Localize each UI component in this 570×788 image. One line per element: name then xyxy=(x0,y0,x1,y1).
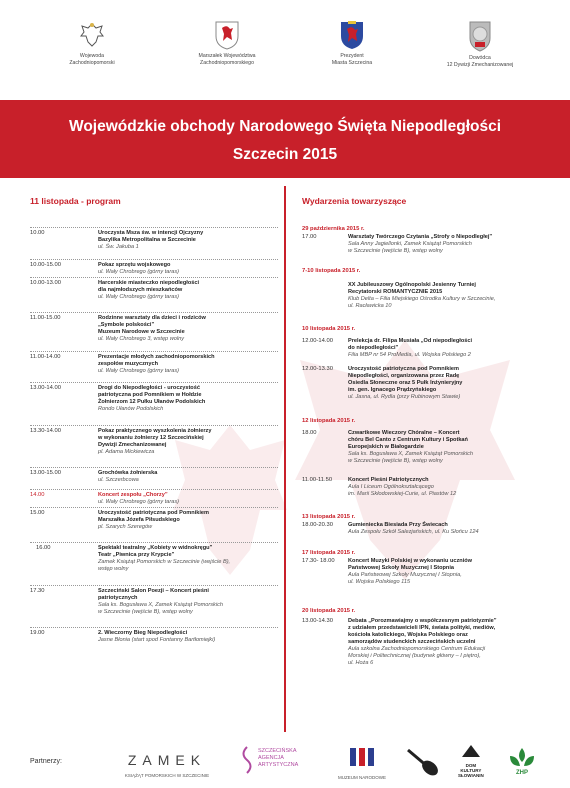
event-place: w Szczecinie (wejście B), wstęp wolny xyxy=(348,458,443,464)
event-title: Uroczysta Msza św. w intencji Ojczyzny xyxy=(98,230,204,236)
event-place: ul. Wały Chrobrego (górny taras) xyxy=(98,368,180,374)
event-place: ul. Wały Chrobrego (górny taras) xyxy=(98,294,180,300)
event-date: 20 listopada 2015 r. xyxy=(302,608,356,614)
program-item xyxy=(98,588,284,616)
side-event-item xyxy=(348,522,566,536)
page-title: Wojewódzkie obchody Narodowego Święta Niepodległości xyxy=(68,118,502,135)
event-title: Osiedla Słoneczne oraz 5 Pułk Inżynieryjny xyxy=(348,380,463,386)
event-title: zespołów muzycznych xyxy=(98,361,158,367)
event-title: Europejskich w Białogardzie xyxy=(348,444,424,450)
program-item xyxy=(98,428,284,456)
program-item xyxy=(98,262,284,276)
event-date: 10 listopada 2015 r. xyxy=(302,326,356,332)
event-time: 12.00-13.30 xyxy=(302,366,333,372)
event-title: w wykonaniu żołnierzy 12 Szczecińskiej xyxy=(98,435,204,441)
row-separator xyxy=(30,467,278,468)
event-title: Rodzinne warsztaty dla dzieci i rodziców xyxy=(98,315,206,321)
event-title: Harcerskie miasteczko niepodległości xyxy=(98,280,200,286)
event-title: Pokaz sprzętu wojskowego xyxy=(98,262,171,268)
event-place: pl. Adama Mickiewicza xyxy=(98,449,155,455)
event-title: im. gen. Ignacego Prądzyńskiego xyxy=(348,387,437,393)
event-title: Debata „Porozmawiajmy o współczesnym patriotyzmie” xyxy=(348,618,497,624)
event-date: 29 października 2015 r. xyxy=(302,226,365,232)
event-time: 19.00 xyxy=(30,630,45,636)
program-item xyxy=(98,470,284,484)
zamek-logo-icon xyxy=(112,752,222,768)
partner-sub: MUZEUM NARODOWE xyxy=(338,775,386,780)
event-title: Grochówka żołnierska xyxy=(98,470,158,476)
left-heading: 11 listopada - program xyxy=(30,196,121,206)
event-title: Czwartkowe Wieczory Chóralne – Koncert xyxy=(348,430,460,436)
event-place: Morskiej i Politechnicznej (budynek główny – I piętro), xyxy=(348,653,481,659)
event-title: Żołnierzom 12 Pułku Ułanów Podolskich xyxy=(98,399,206,405)
event-place: ul. Hoża 6 xyxy=(348,660,374,666)
event-title: „Symbole polskości” xyxy=(98,322,155,328)
partners-footer xyxy=(0,738,570,788)
program-item xyxy=(98,630,284,644)
partners-label: Partnerzy: xyxy=(30,758,62,765)
event-title: Pokaz praktycznego wyszkolenia żołnierzy xyxy=(98,428,212,434)
event-title: patriotyczna pod Pomnikiem w Hołdzie xyxy=(98,392,202,398)
event-time: 18.00 xyxy=(302,430,317,436)
event-place: ul. Wały Chrobrego 3, wstęp wolny xyxy=(98,336,185,342)
program-item xyxy=(98,545,284,573)
program-item xyxy=(98,510,284,531)
dk-slowianin-logo-icon xyxy=(461,744,481,758)
event-time: 14.00 xyxy=(30,492,45,498)
zhp-lily-logo-icon xyxy=(504,746,540,776)
event-title: XX Jubileuszowy Ogólnopolski Jesienny Turniej xyxy=(348,282,476,288)
program-item xyxy=(98,492,284,506)
row-separator xyxy=(30,542,278,543)
event-place: Zamek Książąt Pomorskich w Szczecinie (wejście B), xyxy=(98,559,231,565)
row-separator xyxy=(30,489,278,490)
muzeum-narodowe-logo-icon xyxy=(348,744,376,770)
event-place: ul. Św. Jakuba 1 xyxy=(98,244,139,250)
logo-caption: Prezydent Miasta Szczecina xyxy=(331,53,373,66)
partner-zamek xyxy=(112,752,222,778)
partner-name: SZCZECIŃSKA AGENCJA ARTYSTYCZNA xyxy=(258,748,299,768)
event-title: Bazylika Metropolitalna w Szczecinie xyxy=(98,237,196,243)
program-item xyxy=(98,354,284,375)
event-title: 2. Wieczorny Bieg Niepodległości xyxy=(98,630,188,636)
event-title: Uroczystość patriotyczna pod Pomnikiem xyxy=(98,510,209,516)
event-title: Koncert zespołu „Chorzy” xyxy=(98,492,168,498)
event-title: Niepodległości, organizowana przez Radę xyxy=(348,373,460,379)
row-separator xyxy=(30,507,278,508)
event-time: 11.00-14.00 xyxy=(30,354,61,360)
logo-marszalek xyxy=(177,20,277,66)
program-item xyxy=(98,385,284,413)
event-place: Jasne Błonia (start spod Fontanny Bartłomiejki) xyxy=(98,637,216,643)
event-place: ul. Racławicka 10 xyxy=(348,303,392,309)
event-date: 13 listopada 2015 r. xyxy=(302,514,356,520)
logo-dowodca xyxy=(430,20,530,68)
szczecin-coat-of-arms-icon xyxy=(339,20,365,50)
logo-prezydent xyxy=(302,20,402,66)
event-place: Aula szkolna Zachodniopomorskiego Centrum Edukacji xyxy=(348,646,486,652)
side-event-item xyxy=(348,558,566,586)
side-event-item xyxy=(348,366,566,401)
event-time: 10.00 xyxy=(30,230,45,236)
logo-caption: Dowódca 12 Dywizji Zmechanizowanej xyxy=(446,55,514,68)
row-separator xyxy=(30,382,278,383)
event-date: 12 listopada 2015 r. xyxy=(302,418,356,424)
event-place: pl. Szarych Szeregów xyxy=(98,524,153,530)
event-title: do niepodległości” xyxy=(348,345,399,351)
partner-violin xyxy=(404,746,444,781)
event-title: patriotycznych xyxy=(98,595,138,601)
event-title: Marszałka Józefa Piłsudskiego xyxy=(98,517,180,523)
side-event-item xyxy=(348,338,566,359)
event-date: 7-10 listopada 2015 r. xyxy=(302,268,361,274)
event-time: 18.00-20.30 xyxy=(302,522,333,528)
row-separator xyxy=(30,277,278,278)
logo-caption: Wojewoda Zachodniopomorski xyxy=(69,53,115,66)
event-title: chóru Bel Canto z Centrum Kultury i Spotkań xyxy=(348,437,468,443)
side-event-item xyxy=(348,234,566,255)
event-time: 17.00 xyxy=(302,234,317,240)
header-logos xyxy=(0,0,570,100)
griffin-shield-icon xyxy=(214,20,240,50)
event-time: 11.00-15.00 xyxy=(30,315,61,321)
partner-dk-slowianin xyxy=(458,744,484,778)
event-place: Klub Delta – Filia Miejskiego Ośrodka Kultury w Szczecinie, xyxy=(348,296,496,302)
event-time: 12.00-14.00 xyxy=(302,338,333,344)
event-place: Rondo Ułanów Podolskich xyxy=(98,406,164,412)
title-banner xyxy=(0,100,570,178)
side-event-item xyxy=(348,282,566,310)
row-separator xyxy=(30,585,278,586)
partner-name: DOM KULTURY SŁOWIANIN xyxy=(458,763,484,778)
page-subtitle: Szczecin 2015 xyxy=(232,146,338,163)
violin-logo-icon xyxy=(404,746,444,776)
event-title: Dywizji Zmechanizowanej xyxy=(98,442,167,448)
event-place: Sala Anny Jagiellonki, Zamek Książąt Pomorskich xyxy=(348,241,472,247)
event-title: Spektakl teatralny „Kobiety w widnokręgu” xyxy=(98,545,213,551)
event-title: Szczeciński Salon Poezji – Koncert pieśni xyxy=(98,588,209,594)
event-place: w Szczecinie (wejście B), wstęp wolny xyxy=(348,248,443,254)
event-title: Koncert Muzyki Polskiej w wykonaniu uczniów xyxy=(348,558,473,564)
event-title: Prelekcja dr. Filipa Musiała „Od niepodległości xyxy=(348,338,473,344)
row-separator xyxy=(30,227,278,228)
partner-zhp xyxy=(504,746,540,781)
event-title: Warsztaty Twórczego Czytania „Strofy o Niepodległej” xyxy=(348,234,493,240)
event-place: ul. Jasna, ul. Rydla (przy Rubinowym Stawie) xyxy=(348,394,461,400)
event-title: Muzeum Narodowe w Szczecinie xyxy=(98,329,185,335)
event-time: 15.00 xyxy=(30,510,45,516)
program-item xyxy=(98,230,284,251)
event-time: 11.00-11.50 xyxy=(302,477,333,483)
event-place: ul. Wojska Polskiego 115 xyxy=(348,579,411,585)
event-title: Państwowej Szkoły Muzycznej I Stopnia xyxy=(348,565,454,571)
event-time: 17.30 xyxy=(30,588,45,594)
event-place: Aula I Liceum Ogólnokształcącego xyxy=(348,484,434,490)
event-time: 10.00-15.00 xyxy=(30,262,61,268)
event-title: z udziałem przedstawicieli IPN, świata polityki, mediów, xyxy=(348,625,496,631)
event-place: ul. Szczerbcowa xyxy=(98,477,139,483)
event-title: Teatr „Piwnica przy Krypcie” xyxy=(98,552,175,558)
right-heading: Wydarzenia towarzyszące xyxy=(302,196,407,206)
side-event-item xyxy=(348,430,566,465)
event-title: Drogi do Niepodległości - uroczystość xyxy=(98,385,200,391)
event-time: 16.00 xyxy=(36,545,51,551)
event-time: 10.00-13.00 xyxy=(30,280,61,286)
white-eagle-emblem-icon xyxy=(79,20,105,50)
event-time: 17.30- 18.00 xyxy=(302,558,335,564)
event-title: dla najmłodszych mieszkańców xyxy=(98,287,183,293)
event-place: Aula Państwowej Szkoły Muzycznej I Stopnia, xyxy=(348,572,462,578)
program-item xyxy=(98,280,284,301)
event-time: 13.30-14.00 xyxy=(30,428,61,434)
event-place: ul. Wały Chrobrego (górny taras) xyxy=(98,269,180,275)
program-item xyxy=(98,315,284,343)
event-place: im. Marii Skłodowskiej-Curie, ul. Piastów 12 xyxy=(348,491,457,497)
event-title: kościoła katolickiego, Wojska Polskiego oraz xyxy=(348,632,468,638)
row-separator xyxy=(30,627,278,628)
event-place: Filia MBP nr 54 ProMedia, ul. Wojska Polskiego 2 xyxy=(348,352,471,358)
side-event-item xyxy=(348,477,566,498)
partner-sub: KSIĄŻĄT POMORSKICH W SZCZECINIE xyxy=(124,773,210,778)
event-title: Uroczystość patriotyczna pod Pomnikiem xyxy=(348,366,459,372)
row-separator xyxy=(30,259,278,260)
logo-caption: Marszałek Województwa Zachodniopomorskiego xyxy=(198,53,256,66)
side-event-item xyxy=(348,618,566,667)
event-time: 13.00-14.30 xyxy=(302,618,333,624)
event-title: Gumieniecka Biesiada Przy Świecach xyxy=(348,522,448,528)
event-place: Aula Zespołu Szkół Salezjańskich, ul. Ku Słońcu 124 xyxy=(348,529,479,535)
event-place: Sala ks. Bogusława X, Zamek Książąt Pomorskich xyxy=(98,602,223,608)
event-place: Sala ks. Bogusława X, Zamek Książąt Pomorskich xyxy=(348,451,473,457)
event-title: Koncert Pieśni Patriotycznych xyxy=(348,477,429,483)
12-division-badge-icon xyxy=(467,20,493,52)
event-title: Recytatorski ROMANTYCZNIE 2015 xyxy=(348,289,443,295)
column-divider xyxy=(284,186,286,732)
event-title: samorządów studenckich szczecińskich uczelni xyxy=(348,639,476,645)
saa-logo-icon xyxy=(238,744,256,776)
event-time: 13.00-14.00 xyxy=(30,385,61,391)
event-place: wstęp wolny xyxy=(98,566,129,572)
row-separator xyxy=(30,425,278,426)
row-separator xyxy=(30,312,278,313)
partner-muzeum xyxy=(338,744,386,780)
zamek-wordmark: ZAMEK xyxy=(127,752,207,768)
event-time: 13.00-15.00 xyxy=(30,470,61,476)
logo-wojewoda xyxy=(42,20,142,66)
event-place: w Szczecinie (wejście B), wstęp wolny xyxy=(98,609,193,615)
row-separator xyxy=(30,351,278,352)
event-date: 17 listopada 2015 r. xyxy=(302,550,356,556)
event-title: Prezentacje młodych zachodniopomorskich xyxy=(98,354,215,360)
zhp-wordmark: ZHP xyxy=(516,770,528,776)
event-place: ul. Wały Chrobrego (górny taras) xyxy=(98,499,180,505)
